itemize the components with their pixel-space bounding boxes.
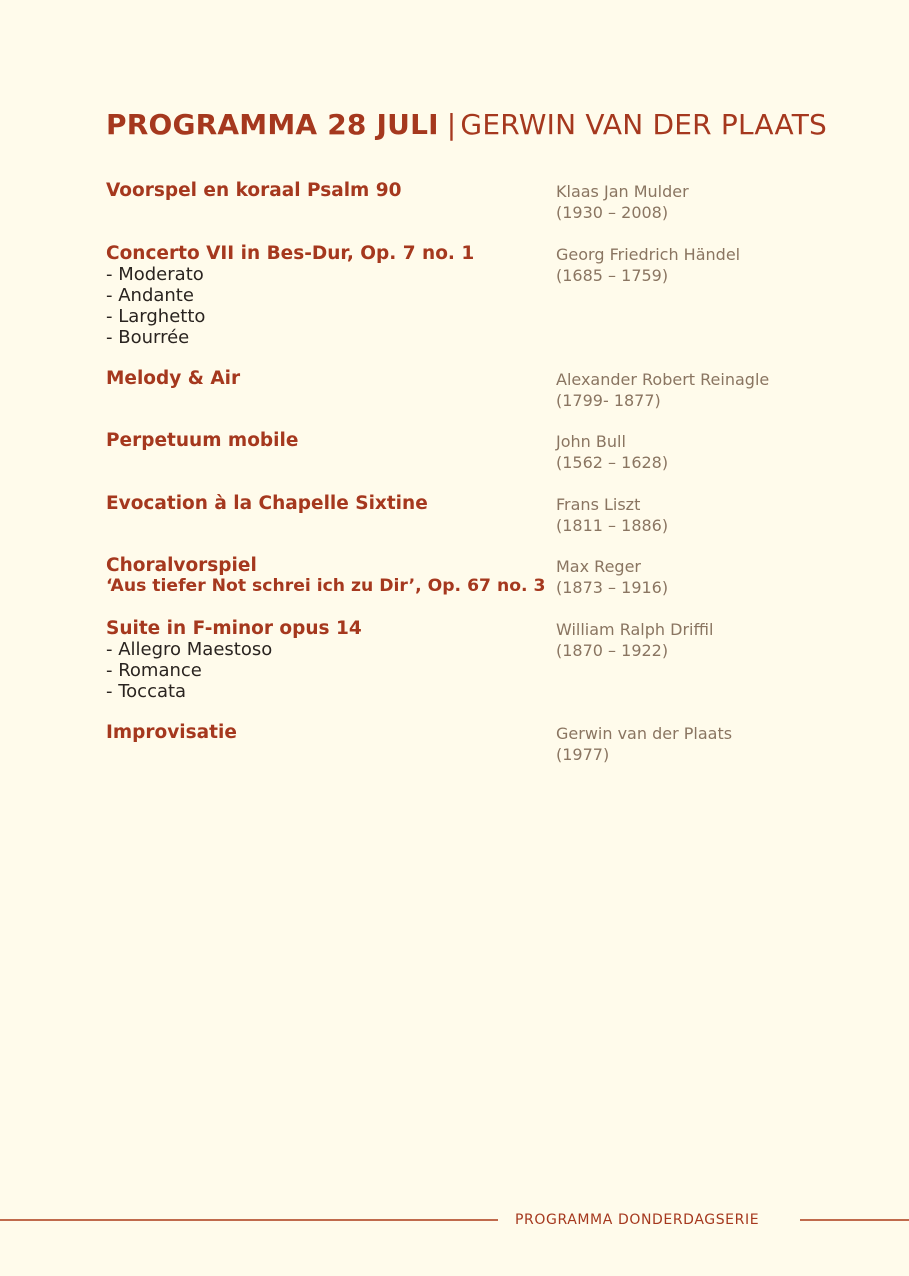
composer-block [556, 244, 896, 286]
piece-subtitle: ‘Aus tiefer Not schrei ich zu Dir’, Op. 67 no. 3 [106, 576, 546, 596]
composer-block [556, 181, 896, 223]
composer-years: (1873 – 1916) [556, 578, 669, 597]
composer-name: Gerwin van der Plaats [556, 724, 733, 743]
composer-block [556, 556, 896, 598]
piece-title: Concerto VII in Bes-Dur, Op. 7 no. 1 [106, 243, 475, 264]
composer-name: Georg Friedrich Händel [556, 245, 741, 264]
composer-name: Max Reger [556, 557, 641, 576]
composer-name: Frans Liszt [556, 495, 641, 514]
movement: - Larghetto [106, 306, 206, 327]
composer-years: (1685 – 1759) [556, 266, 669, 285]
piece-title: Improvisatie [106, 722, 237, 743]
page-footer [0, 1210, 909, 1230]
composer-years: (1870 – 1922) [556, 641, 669, 660]
movement: - Allegro Maestoso [106, 639, 273, 660]
title-date: PROGRAMMA 28 JULI [106, 108, 439, 141]
piece-title: Evocation à la Chapelle Sixtine [106, 493, 428, 514]
footer-label: PROGRAMMA DONDERDAGSERIE [515, 1212, 760, 1228]
composer-years: (1811 – 1886) [556, 516, 669, 535]
composer-block [556, 494, 896, 536]
piece-block [106, 368, 551, 389]
composer-years: (1977) [556, 745, 610, 764]
piece-block [106, 555, 551, 597]
page-title [106, 108, 827, 142]
title-separator: | [446, 108, 457, 141]
piece-block [106, 430, 551, 451]
movement: - Moderato [106, 264, 204, 285]
composer-years: (1930 – 2008) [556, 203, 669, 222]
movement: - Andante [106, 285, 194, 306]
footer-rule-left [0, 1219, 498, 1221]
footer-rule-right [800, 1219, 909, 1221]
piece-block [106, 180, 551, 201]
title-performer: GERWIN VAN DER PLAATS [460, 108, 828, 141]
piece-block [106, 493, 551, 514]
composer-name: John Bull [556, 432, 626, 451]
piece-block [106, 243, 551, 348]
composer-years: (1799- 1877) [556, 391, 661, 410]
movement: - Bourrée [106, 327, 190, 348]
composer-block [556, 369, 896, 411]
movement: - Toccata [106, 681, 187, 702]
piece-title: Suite in F-minor opus 14 [106, 618, 362, 639]
movement: - Romance [106, 660, 202, 681]
piece-title: Choralvorspiel [106, 555, 257, 576]
composer-name: Klaas Jan Mulder [556, 182, 689, 201]
composer-block [556, 619, 896, 661]
piece-block [106, 722, 551, 743]
composer-block [556, 723, 896, 765]
composer-block [556, 431, 896, 473]
piece-title: Voorspel en koraal Psalm 90 [106, 180, 402, 201]
composer-years: (1562 – 1628) [556, 453, 669, 472]
piece-block [106, 618, 551, 702]
piece-title: Perpetuum mobile [106, 430, 299, 451]
composer-name: William Ralph Driffil [556, 620, 714, 639]
piece-title: Melody & Air [106, 368, 241, 389]
composer-name: Alexander Robert Reinagle [556, 370, 770, 389]
